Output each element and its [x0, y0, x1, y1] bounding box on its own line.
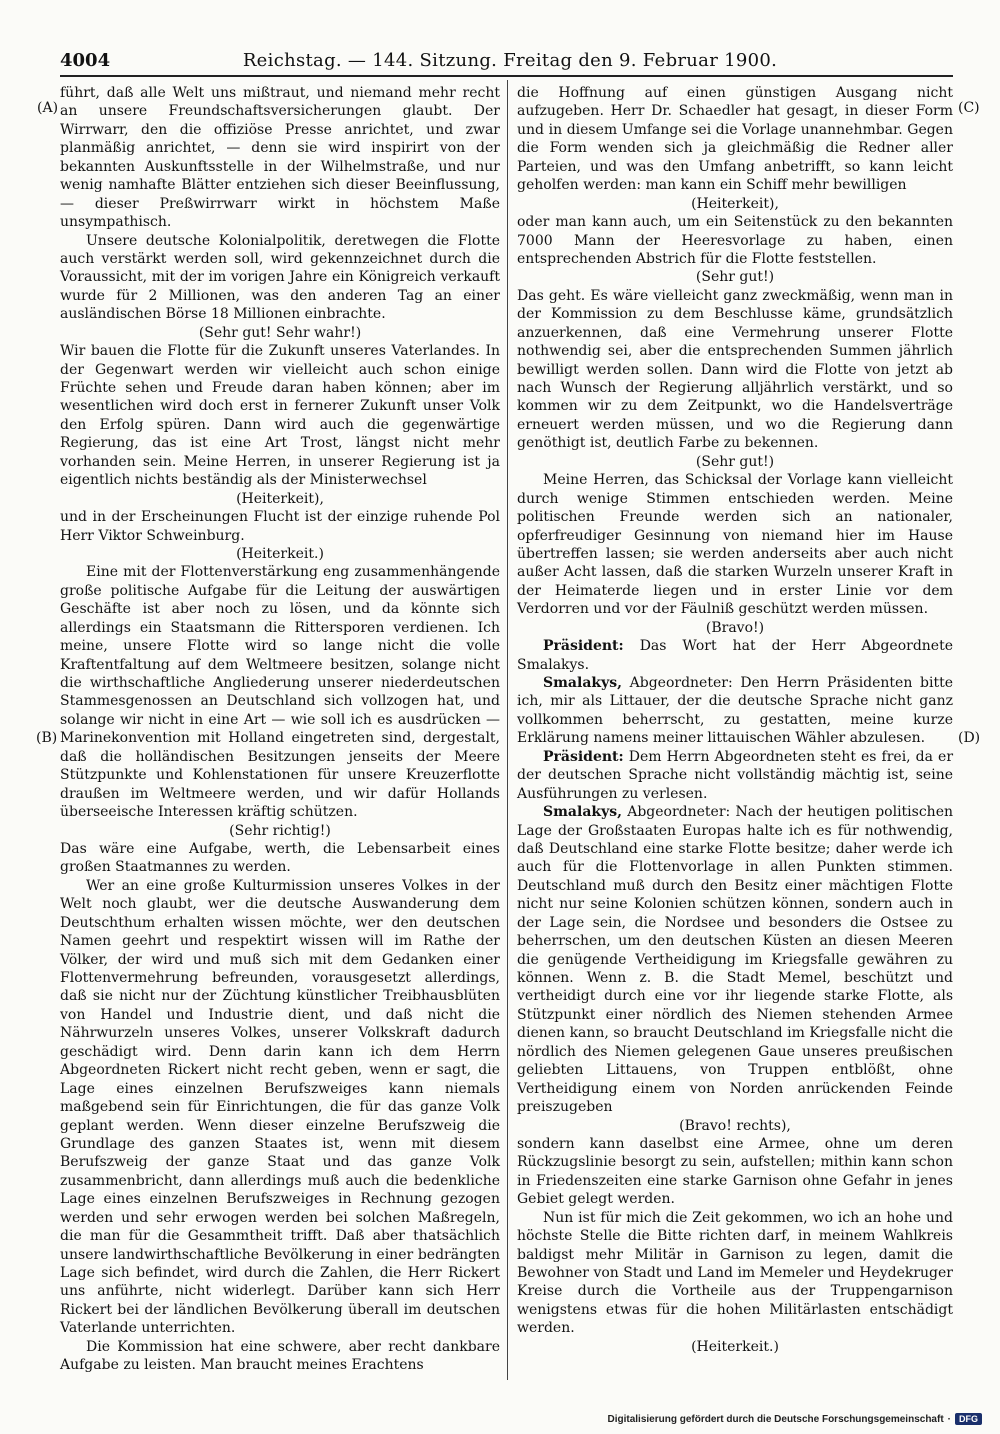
paragraph: sondern kann daselbst eine Armee, ohne um deren Rückzugslinie besorgt zu sein, aufstellen; mithin kann schon in Friedenszeiten eine starke Garnison ohne Gefahr in jenes Gebiet gelegt werden. [517, 1135, 953, 1208]
paragraph: Das wäre eine Aufgabe, werth, die Lebensarbeit eines großen Staatmannes zu werden. [60, 840, 500, 876]
paragraph [517, 803, 953, 1116]
paragraph: Nun ist für mich die Zeit gekommen, wo ich an hohe und höchste Stelle die Bitte richten darf, in meinem Wahlkreis baldigst mehr Militär in Garnison zu legen, damit die Bewohner von Stadt und Land im Memeler und Heydekruger Kreise durch die Vortheile aus der Truppengarnison wenigstens etwas für die hohen Militärlasten entschädigt werden. [517, 1209, 953, 1337]
interjection: (Sehr gut! Sehr wahr!) [198, 324, 362, 341]
interjection: (Heiterkeit.) [236, 545, 324, 562]
speech-text: Abgeordneter: Nach der heutigen politischen Lage der Großstaaten Europas halte ich es für nothwendig, daß Deutschland eine starke Flotte besitze; daher werde ich auch für die Flottenvorlage in allen Punkten stimmen. Deutschland muß durch den Besitz einer mächtigen Flotte nicht nur seine Kolonien schützen können, sondern auch in der Lage sein, die Nordsee und besonders die Ostsee zu beherrschen, um den deutschen Küsten an diesen Meeren die genügende Vertheidigung im Kriegsfalle gewähren zu können. Wenn z. B. die Stadt Memel, beschützt und vertheidigt durch eine vor ihr liegende starke Flotte, als Stützpunkt einer nördlich des Niemen stehenden Armee dienen kann, so braucht Deutschland im Kriegsfalle nicht die nördlich des Niemen gelegenen Gaue unseres preußischen geliebten Littauens, von Truppen entblößt, ohne Vertheidigung einem von Norden anrückenden Feinde preiszugeben [517, 804, 954, 1116]
paragraph: führt, daß alle Welt uns mißtraut, und niemand mehr recht an unsere Freundschaftsversicherungen glaubt. Der Wirrwarr, den die offiziöse Presse anrichtet, und zwar planmäßig anrichtet, — denn sie wird inspirirt von der bekannten Auskunftsstelle in der Wilhelmstraße, und nur wenig namhafte Blätter entziehen sich dieser Beeinflussung, — dieser Preßwirrwarr wirkt in höchstem Maße unsympathisch. [60, 85, 500, 231]
interjection: (Sehr gut!) [695, 453, 775, 470]
paragraph: Die Kommission hat eine schwere, aber recht dankbare Aufgabe zu leisten. Man braucht meines Erachtens [60, 1338, 500, 1374]
speaker-name: Präsident: [543, 748, 624, 765]
margin-marker-a: (A) [37, 100, 59, 116]
paragraph: die Hoffnung auf einen günstigen Ausgang nicht aufzugeben. Herr Dr. Schaedler hat gesagt, in dieser Form und in diesem Umfange sei die Vorlage unannehmbar. Gegen die Form wenden sich ja gleichmäßig die Redner aller Parteien, und was den Umfang anbetrifft, so kann leicht geholfen werden: man kann ein Schiff mehr bewilligen [517, 85, 953, 194]
speaker-name: Smalakys, [543, 675, 622, 691]
page-header [60, 50, 952, 74]
header-rule [60, 75, 953, 77]
margin-marker-d: (D) [958, 730, 981, 746]
page-title: Reichstag. — 144. Sitzung. Freitag den 9. Februar 1900. [242, 50, 778, 71]
page-number: 4004 [60, 50, 111, 71]
paragraph: Das geht. Es wäre vielleicht ganz zweckmäßig, wenn man in der Kommission zu dem Beschlusse käme, grundsätzlich anzuerkennen, daß eine Vermehrung unserer Flotte nothwendig sei, aber die entsprechenden Summen jährlich bewilligt werden sollen. Dann wird die Flotte von jetzt ab nach Wunsch der Regierung alljährlich verstärkt, und so kommen wir zu dem Zeitpunkt, wo die Handelsverträge erneuert werden müssen, und wo die Regierung dann genöthigt ist, deutlich Farbe zu bekennen. [517, 287, 953, 452]
interjection: (Heiterkeit), [236, 490, 324, 507]
speaker-name: Präsident: [543, 638, 624, 655]
speaker-name: Smalakys, [543, 804, 622, 821]
speech-text: Abgeordneter: Den Herrn Präsidenten bitte ich, mir als Littauer, der die deutsche Sprache nicht ganz vollkommen beherrscht, zu gestatten, meine kurze Erklärung namens meiner littauischen Wähler abzulesen. [517, 675, 953, 747]
paragraph: Unsere deutsche Kolonialpolitik, deretwegen die Flotte auch verstärkt werden soll, wird gekennzeichnet durch die Voraussicht, mit der im vorigen Jahre ein Königreich verkauft wurde für 2 Millionen, was den anderen Tag an einer ausländischen Börse 18 Millionen einbrachte. [60, 232, 500, 323]
paragraph: Eine mit der Flottenverstärkung eng zusammenhängende große politische Aufgabe für die Leitung der auswärtigen Geschäfte ist aber noch zu lösen, und da könnte sich allerdings ein Staatsmann die Rittersporen verdienen. Ich meine, unsere Flotte wird so lange nicht die volle Kraftentfaltung auf dem Weltmeere besitzen, solange nicht die wirthschaftliche Angliederung unserer niederdeutschen Stammesgenossen an Deutschland sich vollzogen hat, und solange wir nicht in eine Art — wie soll ich es ausdrücken — Marinekonvention mit Holland eingetreten sind, dergestalt, daß die holländischen Besitzungen jenseits der Meere Stützpunkte und Kohlenstationen für unsere Kreuzerflotte draußen im Weltmeere werden, und wir dafür Hollands überseeische Interessen kräftig schützen. [60, 564, 500, 821]
margin-marker-b: (B) [36, 730, 58, 746]
paragraph: und in der Erscheinungen Flucht ist der einzige ruhende Pol Herr Viktor Schweinburg. [60, 509, 500, 544]
footer-credit: Digitalisierung gefördert durch die Deutsche Forschungsgemeinschaft [607, 1413, 944, 1425]
left-column [60, 84, 500, 1375]
interjection: (Sehr gut!) [695, 269, 775, 286]
right-column [517, 84, 953, 1356]
paragraph: Wer an eine große Kulturmission unseres Volkes in der Welt noch glaubt, wer die deutsche Auswanderung dem Deutschthum erhalten wissen möchte, wer den deutschen Namen geehrt und respektirt wissen will im Rathe der Völker, der wird und muß sich mit dem Gedanken einer Flottenvermehrung befreunden, vorausgesetzt allerdings, daß sie nicht nur der Züchtung künstlicher Treibhausblüten von Handel und Industrie dient, und daß nicht die Nährwurzeln unseres Volkes, unserer Volkskraft dadurch geschädigt wird. Denn darin kann ich dem Herrn Abgeordneten Rickert nicht recht geben, wenn er sagt, die Lage eines einzelnen Berufszweiges kann niemals maßgebend sein für Einrichtungen, die für das ganze Volk geplant werden. Wenn dieser einzelne Berufszweig die Grundlage des ganzen Staates ist, wenn mit diesem Berufszweig der ganze Staat und das ganze Volk zusammenbricht, dann allerdings muß auch die bedenkliche Lage eines einzelnen Berufszweiges in Rechnung gezogen werden und sehr erwogen werden bei solchen Maßregeln, die man für die Gesammtheit trifft. Daß aber thatsächlich unsere landwirthschaftliche Bevölkerung in einer bedrängten Lage sich befindet, wird durch die Zahlen, die Herr Rickert uns anführte, nicht widerlegt. Darüber kann sich Herr Rickert bei der ländlichen Bevölkerung überall im deutschen Vaterlande unterrichten. [60, 877, 500, 1337]
paragraph: Meine Herren, das Schicksal der Vorlage kann vielleicht durch wenige Stimmen entschieden werden. Meine politischen Freunde werden sich an nationaler, opferfreudiger Gesinnung von niemand hier im Hause übertreffen lassen; sie werden anderseits aber auch nicht außer Acht lassen, daß die starken Wurzeln unserer Kraft in der Heimaterde liegen und in erster Linie vor dem Verdorren und vor der Fäulniß geschützt werden müssen. [517, 472, 953, 618]
paragraph: oder man kann auch, um ein Seitenstück zu den bekannten 7000 Mann der Heeresvorlage zu haben, einen entsprechenden Abstrich für die Flotte feststellen. [517, 214, 953, 267]
dfg-logo: DFG [955, 1413, 982, 1425]
interjection: (Bravo! rechts), [679, 1117, 791, 1134]
interjection: (Heiterkeit.) [691, 1338, 779, 1355]
paragraph [517, 748, 953, 803]
paragraph [517, 674, 953, 748]
interjection: (Sehr richtig!) [229, 822, 331, 839]
speech-text: Dem Herrn Abgeordneten steht es frei, da er der deutschen Sprache nicht vollständig mächtig ist, seine Ausführungen zu verlesen. [517, 748, 954, 802]
column-divider [507, 80, 508, 1380]
paragraph: Wir bauen die Flotte für die Zukunft unseres Vaterlandes. In der Gegenwart werden wir vielleicht auch schon einige Früchte sehen und Freude daran haben können; aber im wesentlichen wird doch erst in fernerer Zukunft unser Volk den Erfolg spüren. Dann wird auch die gegenwärtige Regierung, das ist eine Art Trost, längst nicht mehr vorhanden sein. Meine Herren, in unserer Regierung ist ja eigentlich nichts beständig als der Ministerwechsel [60, 343, 500, 489]
footer: Digitalisierung gefördert durch die Deutsche Forschungsgemeinschaft · DFG [607, 1413, 982, 1425]
margin-marker-c: (C) [958, 100, 980, 116]
interjection: (Heiterkeit), [691, 195, 779, 212]
interjection: (Bravo!) [705, 619, 765, 636]
speech-text: Das Wort hat der Herr Abgeordnete Smalakys. [517, 638, 953, 673]
paragraph [517, 637, 953, 674]
